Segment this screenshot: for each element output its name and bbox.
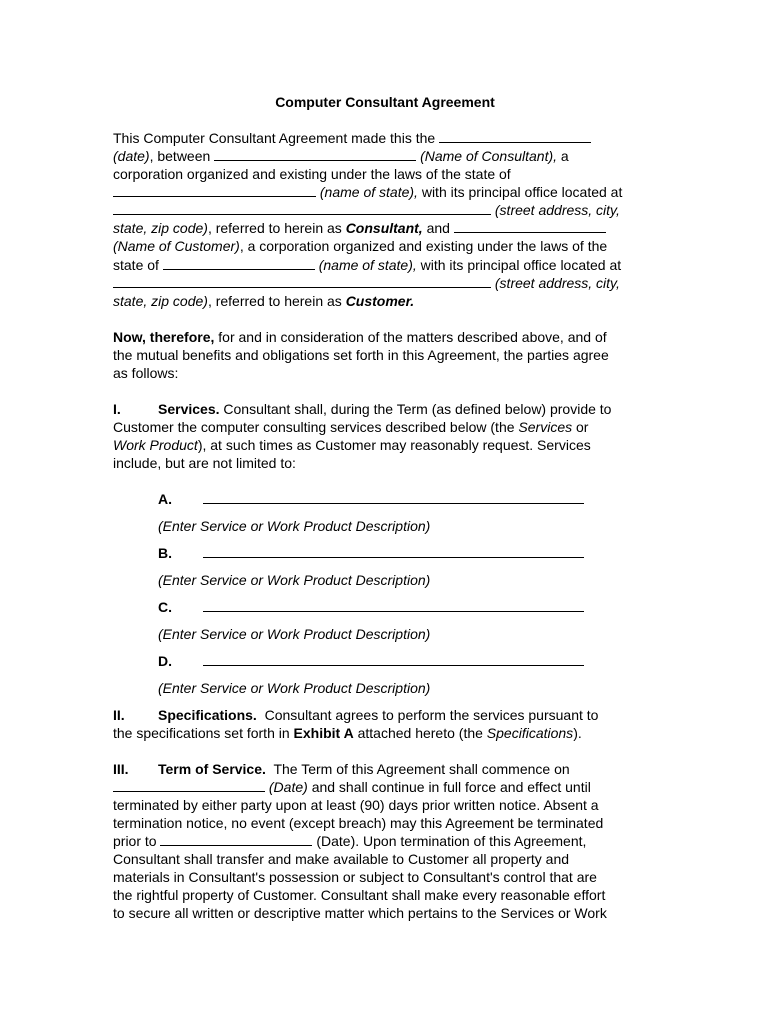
term-line-9: to secure all written or descriptive matter which pertains to the Services or Work (113, 905, 607, 921)
document-title: Computer Consultant Agreement (275, 94, 495, 110)
term-line-7: materials in Consultant's possession or subject to Consultant's control that are (113, 869, 597, 885)
specs-line-1: II. Specifications. Consultant agrees to perform the services pursuant to (113, 707, 599, 723)
specs-line-2: the specifications set forth in Exhibit A attached hereto (the Specifications). (113, 725, 582, 741)
intro-line-9: (street address, city, (113, 275, 620, 292)
service-blank-c[interactable] (203, 599, 584, 612)
intro-line-10: state, zip code), referred to herein as Customer. (113, 293, 415, 309)
intro-line-8: state of (name of state), with its principal office located at (113, 257, 622, 273)
now-therefore-line-2: the mutual benefits and obligations set forth in this Agreement, the parties agree (113, 347, 609, 363)
consultant-name-blank[interactable] (214, 148, 416, 161)
address-blank-2[interactable] (113, 275, 491, 288)
intro-line-4: (name of state), with its principal office located at (113, 184, 622, 201)
address-blank[interactable] (113, 202, 491, 215)
service-blank-d[interactable] (203, 653, 584, 666)
services-line-4: include, but are not limited to: (113, 455, 296, 471)
service-desc-a: (Enter Service or Work Product Description) (158, 518, 431, 534)
prior-date-blank[interactable] (160, 833, 312, 846)
service-desc-c: (Enter Service or Work Product Description) (158, 626, 431, 642)
term-line-2: (Date) and shall continue in full force and effect until (113, 779, 591, 796)
state-blank-2[interactable] (163, 257, 315, 270)
term-line-6: Consultant shall transfer and make available to Customer all property and (113, 851, 570, 867)
now-therefore-line-3: as follows: (113, 365, 179, 381)
now-therefore-line-1: Now, therefore, for and in consideration of the matters described above, and of (113, 329, 607, 345)
services-line-3: Work Product), at such times as Customer may reasonably request. Services (113, 437, 591, 453)
service-item-d: D. (158, 653, 584, 670)
service-item-a: A. (158, 491, 584, 508)
term-line-4: termination notice, no event (except breach) may this Agreement be terminated (113, 815, 604, 831)
customer-name-blank[interactable] (454, 220, 606, 233)
services-line-1: I. Services. Consultant shall, during the Term (as defined below) provide to (113, 401, 612, 417)
date-blank[interactable] (439, 130, 591, 143)
state-blank[interactable] (113, 184, 316, 197)
service-blank-b[interactable] (203, 545, 584, 558)
intro-line-2: (date), between (Name of Consultant), a (113, 148, 569, 164)
intro-line-7: (Name of Customer), a corporation organized and existing under the laws of the (113, 238, 608, 254)
service-blank-a[interactable] (203, 491, 584, 504)
intro-line-3: corporation organized and existing under the laws of the state of (113, 166, 511, 182)
intro-line-5: (street address, city, (113, 202, 620, 219)
term-line-1: III. Term of Service. The Term of this Agreement shall commence on (113, 761, 570, 777)
service-desc-b: (Enter Service or Work Product Description) (158, 572, 431, 588)
intro-line-6: state, zip code), referred to herein as Consultant, and (113, 220, 606, 237)
term-line-8: the rightful property of Customer. Consultant shall make every reasonable effort (113, 887, 606, 903)
service-item-c: C. (158, 599, 584, 616)
term-line-5: prior to (Date). Upon termination of this Agreement, (113, 833, 587, 849)
term-line-3: terminated by either party upon at least (90) days prior written notice. Absent a (113, 797, 599, 813)
service-item-b: B. (158, 545, 584, 562)
services-line-2: Customer the computer consulting services described below (the Services or (113, 419, 589, 435)
commence-date-blank[interactable] (113, 779, 265, 792)
service-desc-d: (Enter Service or Work Product Description) (158, 680, 431, 696)
intro-line-1: This Computer Consultant Agreement made this the (113, 130, 591, 147)
